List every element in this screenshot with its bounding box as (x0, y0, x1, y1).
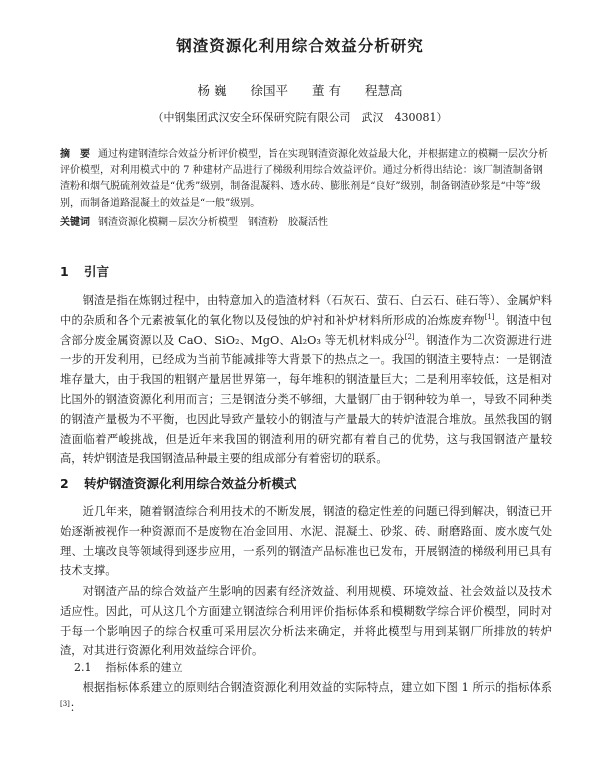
section-title: 转炉钢渣资源化利用综合效益分析模式 (84, 476, 297, 491)
keywords-label: 关键词 (60, 217, 90, 228)
section-heading-1 (60, 262, 109, 280)
author: 董 有 (311, 83, 341, 98)
author: 徐国平 (250, 83, 288, 98)
section-number: 1 (60, 264, 69, 279)
citation: [3] (60, 700, 70, 709)
affiliation: （中钢集团武汉安全环保研究院有限公司 武汉 430081） (152, 111, 448, 124)
subsection-title: 指标体系的建立 (105, 661, 183, 674)
section-title: 引言 (84, 264, 110, 279)
abstract-text: 通过构建钢渣综合效益分析评价模型，旨在实现钢渣资源化效益最大化，并根据建立的模糊一层次分析评价模型，对利用模式中的 7 种建材产品进行了梯级利用综合效益评价。通过分析得出结论：该厂制渣制备钢渣粉和烟气脱硫剂效益是“优秀”级别，制备混凝料、透水砖、膨胀剂是“良好”级别，制备钢渣砂浆是“中等”级别，而制备道路混凝土的效益是“一般”级别。 (60, 149, 548, 209)
author: 程慧高 (364, 83, 403, 98)
abstract-label: 摘 要 (60, 149, 90, 160)
section-heading-2 (60, 474, 297, 492)
section2-paragraph-3 (60, 678, 552, 718)
section2-paragraph-2: 对钢渣产品的综合效益产生影响的因素有经济效益、利用规模、环境效益、社会效益以及技术适应性。因此，可从这几个方面建立钢渣综合利用评价指标体系和模糊数学综合评价模型，同时对于每一个影响因子的综合权重可采用层次分析法来确定，并将此模型与用到某钢厂所排放的转炉渣，对其进行资源化利用效益综合评价。 (60, 585, 552, 658)
section-number: 2 (60, 476, 69, 491)
subsection-number: 2.1 (74, 661, 92, 674)
section2-paragraph-1: 近几年来，随着钢渣综合利用技术的不断发展，钢渣的稳定性差的问题已得到解决，钢渣已开始逐渐被视作一种资源而不是废物在冶金回用、水泥、混凝土、砂浆、砖、耐磨路面、废水废气处理、土壤改良等领域得到逐步应用，一系列的钢渣产品标准也已发布，开展钢渣的梯级利用已具有技术支撑。 (60, 505, 552, 578)
keywords (60, 213, 552, 228)
abstract (60, 147, 552, 212)
intro-text-part: 。钢渣中包含部分废金属资源以及 CaO、SiO₂、MgO、Al₂O₃ 等无机材料成分 (60, 313, 552, 347)
citation: [1] (484, 313, 495, 322)
keywords-text: 钢渣资源化模糊－层次分析模型 钢渣粉 胶凝活性 (98, 217, 328, 228)
section2-text-part: 根据指标体系建立的原则结合钢渣资源化利用效益的实际特点，建立如下图 1 所示的指标体系 (82, 681, 552, 694)
author-list (0, 81, 600, 99)
intro-paragraph (60, 291, 552, 469)
section2-text-part: ： (69, 700, 82, 714)
intro-text-part: 。钢渣作为二次资源进行进一步的开发利用，已经成为当前节能减排等大背景下的热点之一。我国的钢渣主要特点：一是钢渣堆存量大，由于我国的粗钢产量居世界第一，每年堆积的钢渣量巨大；二是利用率较低，这是相对比国外的钢渣资源化利用而言；三是钢渣分类不够细，大量钢厂由于钢种较为单一，导致不同种类的钢渣产量极为不平衡，也因此导致产量较小的钢渣与产量最大的转炉渣混合堆放。虽然我国的钢渣面临着严峻挑战，但是近年来我国的钢渣利用的研究都有着自己的优势，这与我国钢渣产量较高，转炉钢渣是我国钢渣品种最主要的组成部分有着密切的联系。 (60, 333, 552, 466)
intro-text-part: 钢渣是指在炼钢过程中，由特意加入的造渣材料（石灰石、萤石、白云石、硅石等）、金属炉料中的杂质和各个元素被氧化的氧化物以及侵蚀的炉衬和补炉材料所形成的冶炼废弃物 (60, 294, 552, 327)
citation: [2] (404, 332, 415, 341)
author: 杨 巍 (197, 83, 227, 98)
paper-title: 钢渣资源化利用综合效益分析研究 (176, 37, 424, 55)
subsection-heading (74, 659, 183, 675)
